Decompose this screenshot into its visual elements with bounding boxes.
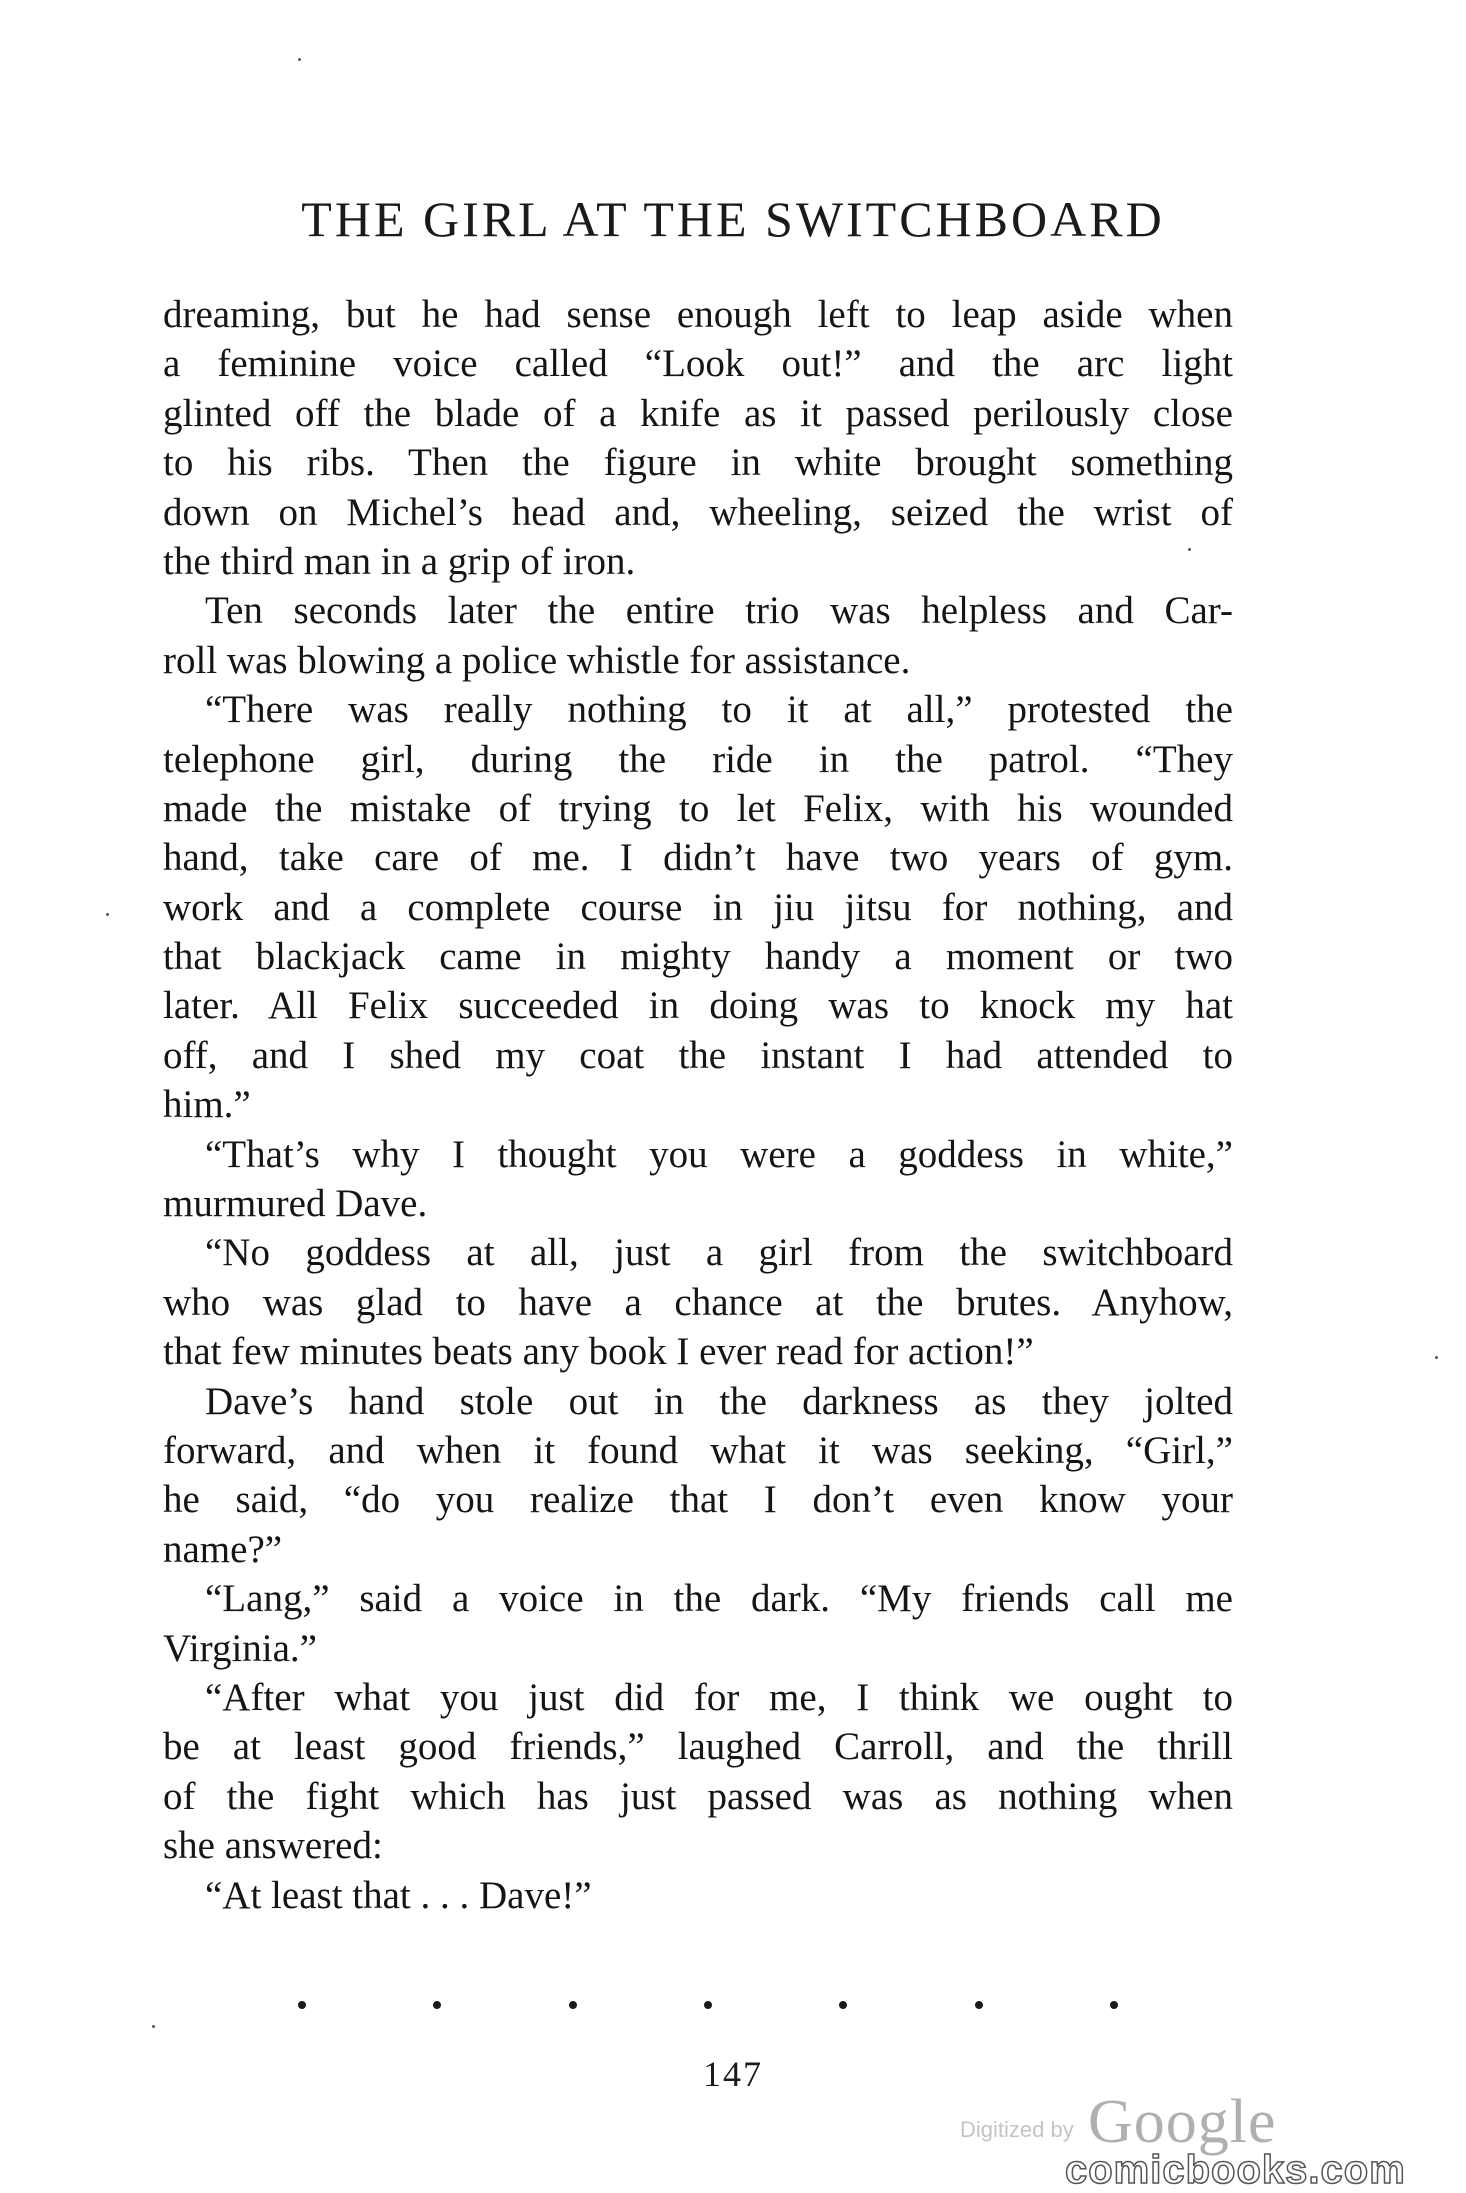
- text-line: “After what you just did for me, I think we ought to: [205, 1675, 1233, 1719]
- text-line: hand, take care of me. I didn’t have two years of gym.: [163, 836, 1233, 880]
- scan-speck: [1435, 1356, 1438, 1359]
- text-line: dreaming, but he had sense enough left to leap aside when: [163, 293, 1233, 336]
- ornament-dot: [433, 2001, 441, 2009]
- text-line: “That’s why I thought you were a goddess in white,”: [205, 1132, 1233, 1176]
- scan-speck: [298, 58, 301, 61]
- text-line: name?”: [163, 1527, 283, 1571]
- text-line: down on Michel’s head and, wheeling, seized the wrist of: [163, 490, 1233, 534]
- text-line: Virginia.”: [163, 1626, 317, 1670]
- text-line: she answered:: [163, 1824, 383, 1868]
- text-line: Ten seconds later the entire trio was helpless and Car-: [205, 589, 1233, 633]
- text-line: roll was blowing a police whistle for assistance.: [163, 638, 911, 682]
- text-line: to his ribs. Then the figure in white brought something: [163, 441, 1233, 485]
- text-line: “At least that . . . Dave!”: [205, 1873, 592, 1917]
- text-line: telephone girl, during the ride in the patrol. “They: [163, 737, 1233, 781]
- text-line: “Lang,” said a voice in the dark. “My friends call me: [205, 1577, 1233, 1621]
- text-line: be at least good friends,” laughed Carroll, and the thrill: [163, 1725, 1233, 1769]
- text-line: him.”: [163, 1083, 251, 1127]
- ornament-dot: [839, 2001, 847, 2009]
- text-line: off, and I shed my coat the instant I had attended to: [163, 1033, 1233, 1077]
- text-line: murmured Dave.: [163, 1182, 428, 1226]
- text-line: Dave’s hand stole out in the darkness as they jolted: [205, 1379, 1233, 1423]
- text-line: made the mistake of trying to let Felix, with his wounded: [163, 786, 1233, 830]
- text-line: “No goddess at all, just a girl from the switchboard: [205, 1231, 1233, 1275]
- text-line: he said, “do you realize that I don’t even know your: [163, 1478, 1233, 1522]
- scan-speck: [152, 2025, 155, 2028]
- text-line: that few minutes beats any book I ever read for action!”: [163, 1330, 1034, 1374]
- ornament-dot: [704, 2001, 712, 2009]
- text-line: who was glad to have a chance at the brutes. Anyhow,: [163, 1280, 1233, 1324]
- google-logo: Google: [1088, 2088, 1277, 2156]
- text-line: a feminine voice called “Look out!” and the arc light: [163, 342, 1233, 386]
- scan-speck: [106, 913, 109, 916]
- ornament-dot: [1110, 2001, 1118, 2009]
- text-line: the third man in a grip of iron.: [163, 539, 636, 583]
- watermark-logo: comicbooks.com: [1065, 2148, 1406, 2192]
- text-line: work and a complete course in jiu jitsu for nothing, and: [163, 885, 1233, 929]
- text-line: of the fight which has just passed was as nothing when: [163, 1774, 1233, 1818]
- ornament-dot: [569, 2001, 577, 2009]
- ornament-dot: [298, 2001, 306, 2009]
- page-body-text: [163, 290, 1233, 1920]
- scan-speck: [1188, 548, 1191, 551]
- text-line: that blackjack came in mighty handy a moment or two: [163, 935, 1233, 979]
- text-line: later. All Felix succeeded in doing was to knock my hat: [163, 984, 1233, 1028]
- text-line: glinted off the blade of a knife as it passed perilously close: [163, 391, 1233, 435]
- page-number: 147: [703, 2054, 763, 2094]
- digitized-prefix: Digitized by: [960, 2117, 1074, 2142]
- section-break-dots: [298, 2001, 1118, 2009]
- text-line: forward, and when it found what it was seeking, “Girl,”: [163, 1428, 1233, 1472]
- text-line: “There was really nothing to it at all,” protested the: [205, 688, 1233, 732]
- ornament-dot: [975, 2001, 983, 2009]
- running-head-title: THE GIRL AT THE SWITCHBOARD: [301, 191, 1165, 247]
